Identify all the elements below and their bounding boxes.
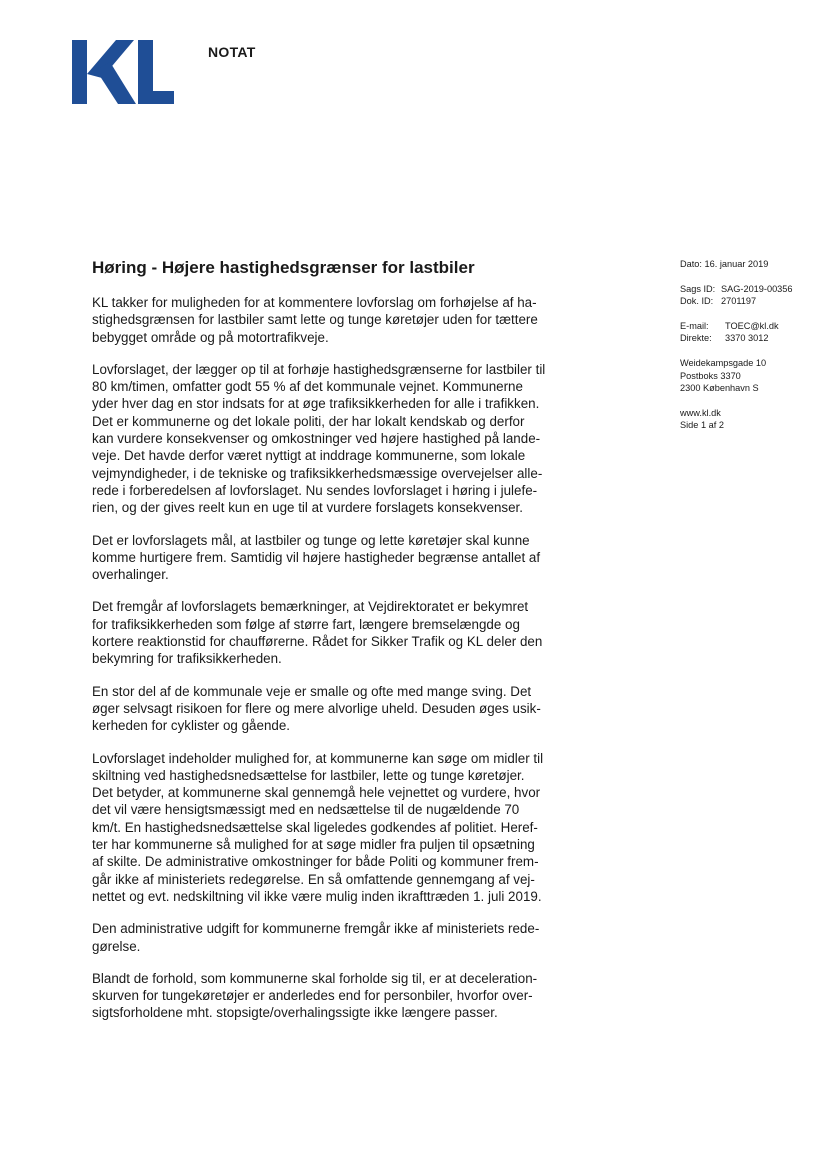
- email-value: TOEC@kl.dk: [725, 320, 779, 331]
- address-line: Weidekampsgade 10: [680, 357, 767, 368]
- paragraph: Lovforslaget, der lægger op til at forhøje hastighedsgrænserne for lastbiler til 80 km/timen, omfatter godt 55 % af det kommunale vejnet. Kommunerne yder hver dag en stor indsats for at øge trafiksikkerheden for alle i trafikken. Det er kommunerne og det lokale politi, der har lokalt kendskab og derfor kan vurdere konsekvenser og omkostninger ved højere hastighed på lande- veje. Det havde derfor været nyttigt at inddrage kommunerne, som lokale vejmyndigheder, i de tekniske og trafiksikkerhedsmæssige overvejelser alle- rede i forberedelsen af lovforslaget. Nu sendes lovforslaget i høring i julefe- rien, og der gives reelt kun en uge til at vurdere forslagets konsekvenser.: [92, 361, 546, 516]
- document-meta: [680, 258, 820, 444]
- kl-logo-mark: [72, 40, 176, 104]
- paragraph: Lovforslaget indeholder mulighed for, at kommunerne kan søge om midler til skiltning ved hastighedsnedsættelse for lastbiler, lette og tunge køretøjer. Det betyder, at kommunerne skal gennemgå hele vejnettet og vurdere, hvor det vil være hensigtsmæssigt med en nedsættelse til de nugældende 70 km/t. En hastighedsnedsættelse skal ligeledes godkendes af politiet. Heref- ter har kommunerne så mulighed for at søge midler fra puljen til opsætning af skilte. De administrative omkostninger for både Politi og kommuner frem- går ikke af ministeriets redegørelse. En så omfattende gennemgang af vej- nettet og evt. nedskiltning vil ikke være mulig inden ikrafttræden 1. juli 2019.: [92, 750, 544, 904]
- direkte-label: Direkte:: [680, 333, 712, 344]
- paragraph: KL takker for muligheden for at kommentere lovforslag om forhøjelse af ha- stighedsgrænsen for lastbiler samt lette og tunge køretøjer uden for tættere bebygget område og på motortrafikveje.: [92, 295, 538, 345]
- paragraph: Det er lovforslagets mål, at lastbiler og tunge og lette køretøjer skal kunne komme hurtigere frem. Samtidig vil højere hastigheder begrænse antallet af overhalinger.: [92, 532, 541, 583]
- paragraph: Det fremgår af lovforslagets bemærkninger, at Vejdirektoratet er bekymret for trafiksikkerheden som følge af større fart, længere bremselængde og kortere reaktionstid for chaufførerne. Rådet for Sikker Trafik og KL deler den bekymring for trafiksikkerheden.: [92, 599, 543, 667]
- direkte-value: 3370 3012: [725, 333, 769, 344]
- website: www.kl.dk: [680, 407, 721, 418]
- kl-logo: [72, 40, 176, 104]
- email-label: E-mail:: [680, 320, 709, 331]
- paragraph: Blandt de forhold, som kommunerne skal forholde sig til, er at deceleration- skurven for tungekøretøjer er anderledes end for personbiler, hvorfor over- sigtsforholdene mht. stopsigte/overhalingssigte ikke længere passer.: [92, 970, 538, 1021]
- direkte-line: [680, 332, 820, 345]
- email-line: [680, 320, 820, 333]
- page-number: Side 1 af 2: [680, 420, 724, 431]
- address-line: 2300 København S: [680, 383, 759, 394]
- dok-id-value: 2701197: [721, 296, 757, 307]
- paragraph: En stor del af de kommunale veje er smalle og ofte med mange sving. Det øger selvsagt risikoen for flere og mere alvorlige uheld. Desuden øges usik- kerheden for cyklister og gående.: [92, 683, 541, 734]
- address-line: Postboks 3370: [680, 370, 741, 381]
- date-line: Dato: 16. januar 2019: [680, 259, 769, 269]
- dok-id-label: Dok. ID:: [680, 296, 714, 307]
- paragraph: Den administrative udgift for kommunerne fremgår ikke af ministeriets rede- gørelse.: [92, 921, 540, 954]
- sags-id-line: [680, 283, 820, 296]
- document-body: [92, 294, 572, 1037]
- dok-id-line: [680, 295, 820, 308]
- sags-id-value: SAG-2019-00356: [721, 283, 793, 294]
- sags-id-label: Sags ID:: [680, 283, 716, 294]
- document-type: NOTAT: [208, 44, 256, 60]
- document-title: Høring - Højere hastighedsgrænser for lastbiler: [92, 258, 475, 277]
